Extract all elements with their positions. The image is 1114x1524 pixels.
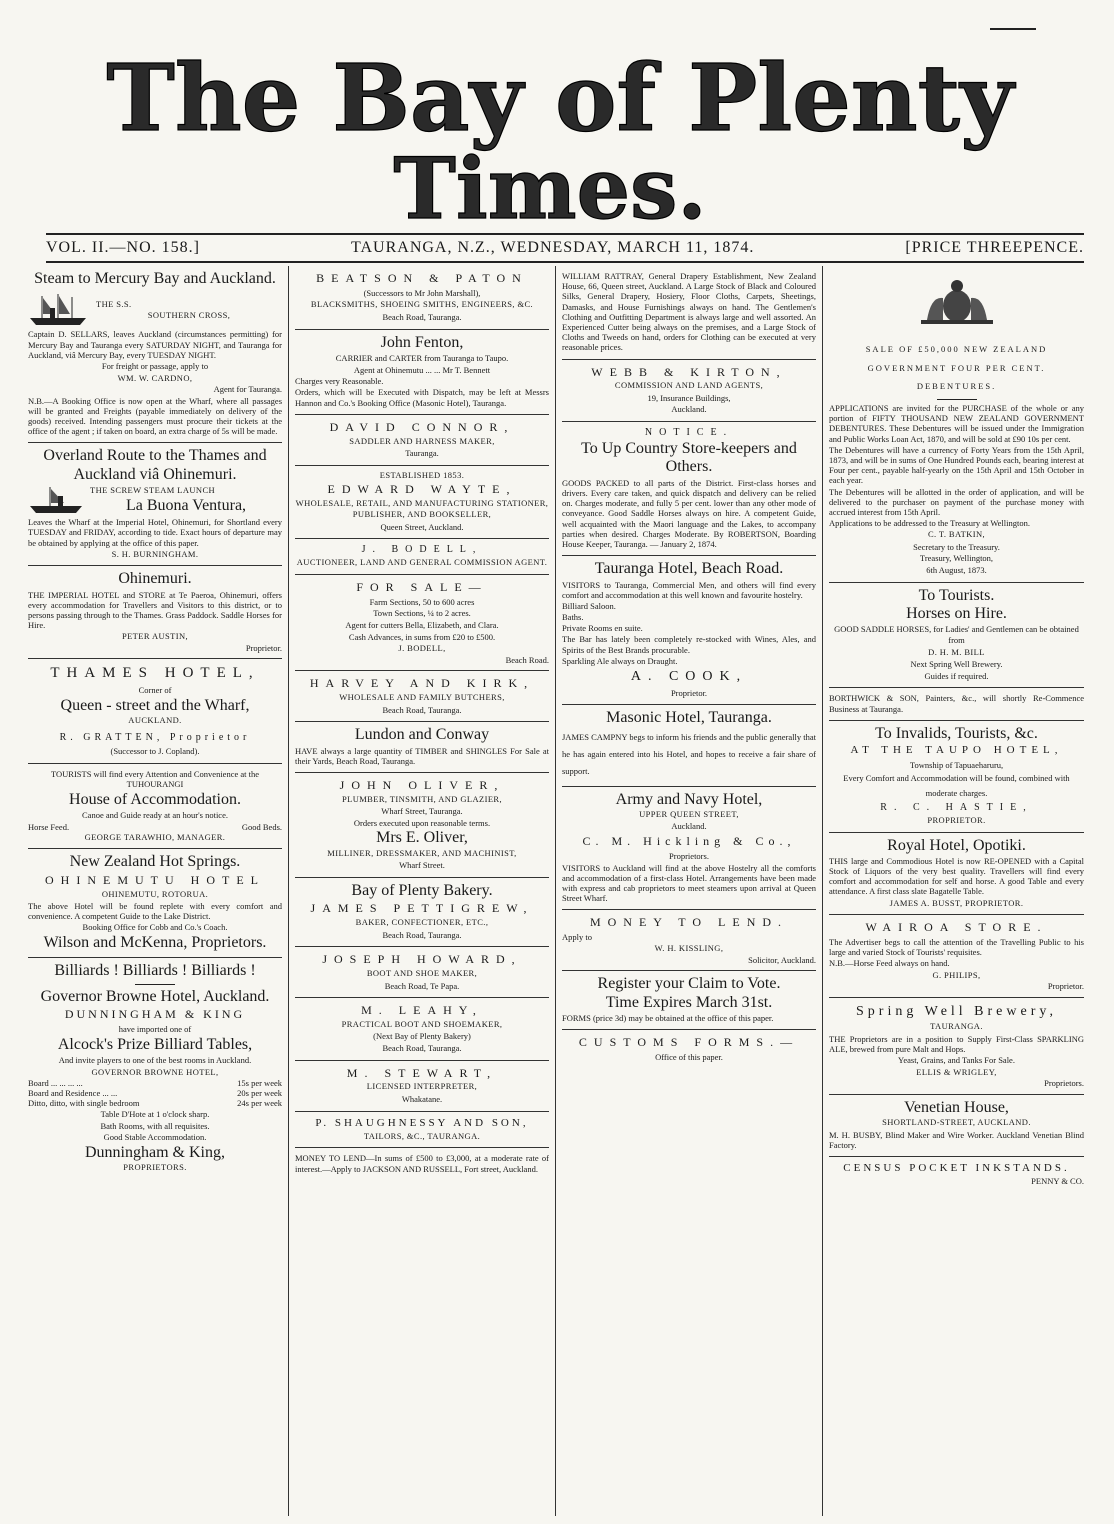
- ad-to-tourists: [829, 583, 1084, 689]
- booking-line: Booking Office for Cobb and Co.'s Coach.: [82, 922, 228, 933]
- ad-title: Lundon and Conway: [354, 726, 490, 744]
- ad-masonic-hotel: [562, 705, 816, 786]
- ad-title: Bay of Plenty Bakery.: [351, 881, 493, 899]
- corner-text: Corner of: [138, 685, 172, 696]
- ad-john-fenton: [295, 330, 549, 415]
- ad-body: TOURISTS will find every Attention and Convenience at the TUHOURANGI: [50, 768, 260, 790]
- signature: J. BODELL,: [398, 643, 446, 654]
- price: [PRICE THREEPENCE.: [905, 239, 1084, 256]
- signature: R. C. HASTIE,: [880, 802, 1033, 814]
- ad-taupo-hotel: [829, 721, 1084, 833]
- ad-title: New Zealand Hot Springs.: [69, 853, 241, 871]
- signature: PETER AUSTIN,: [121, 631, 189, 642]
- ad-webb-kirton: [562, 360, 816, 423]
- city-line: Auckland.: [671, 404, 707, 415]
- hotel-name: OHINEMUTU HOTEL: [45, 872, 265, 887]
- ad-spring-well: [829, 998, 1084, 1095]
- ad-title: Tauranga Hotel, Beach Road.: [594, 560, 784, 578]
- place-date: TAURANGA, N.Z., WEDNESDAY, MARCH 11, 1874.: [350, 239, 755, 256]
- charges-line: Charges very Reasonable.: [295, 376, 384, 387]
- steamship-icon: [28, 292, 90, 328]
- ad-census-inkstands: [829, 1157, 1084, 1192]
- stable-line: Good Stable Accommodation.: [103, 1132, 207, 1143]
- signature-role: PROPRIETORS.: [123, 1162, 187, 1173]
- ad-body: VISITORS to Tauranga, Commercial Men, and others will find every comfort and accommodation at this well known and favourite hostelry.: [562, 579, 816, 600]
- ad-title: P. SHAUGHNESSY AND SON,: [315, 1116, 529, 1129]
- amenity-line: Billiard Saloon.: [562, 600, 616, 611]
- town-line: Township of Tapuaeharuru,: [909, 759, 1004, 770]
- proprietor-role: Proprietors.: [669, 850, 709, 861]
- ad-body: Leaves the Wharf at the Imperial Hotel, Ohinemuri, for Shortland every TUESDAY and FRIDAY, according to tide. Exact hours of departure may be obtained by applying at the office of this paper.: [28, 517, 282, 548]
- ad-title: JOHN OLIVER,: [339, 777, 505, 792]
- signature-role: Proprietor.: [245, 642, 282, 653]
- sale-heading: SALE OF £50,000 NEW ZEALAND GOVERNMENT FOUR PER CENT. DEBENTURES.: [865, 344, 1048, 392]
- ad-title: Spring Well Brewery,: [856, 1003, 1057, 1019]
- firm-name: DUNNINGHAM & KING: [64, 1007, 246, 1022]
- address-line: SHORTLAND-STREET, AUCKLAND.: [882, 1117, 1031, 1128]
- signature: C. T. BATKIN,: [927, 529, 986, 540]
- ad-title: M. STEWART,: [346, 1065, 498, 1080]
- guides-line: Guides if required.: [924, 670, 989, 681]
- date-line: 6th August, 1873.: [926, 565, 987, 576]
- good-beds: Good Beds.: [241, 821, 282, 832]
- amenity-line: Baths.: [562, 612, 584, 623]
- signature: GEORGE TARAWHIO, MANAGER.: [84, 831, 226, 842]
- ad-for-sale: [295, 575, 549, 671]
- signature: G. PHILIPS,: [932, 969, 981, 980]
- baker-name: JAMES PETTIGREW,: [310, 901, 534, 916]
- ad-tuhourangi: [28, 764, 282, 850]
- address-line: Whakatane.: [401, 1093, 443, 1104]
- ad-subtitle: Horses on Hire.: [906, 605, 1007, 623]
- ad-title: To Tourists.: [918, 586, 995, 604]
- address-line: Next Spring Well Brewery.: [910, 659, 1003, 670]
- ad-ohinemuri: [28, 566, 282, 659]
- ad-title: MONEY TO LEND.: [589, 915, 789, 930]
- trade-line: WHOLESALE, RETAIL, AND MANUFACTURING STATIONER, PUBLISHER, AND BOOKSELLER,: [295, 497, 549, 520]
- time-line: Time Expires March 31st.: [605, 993, 773, 1011]
- ad-body: MONEY TO LEND—In sums of £500 to £3,000, at a moderate rate of interest.—Apply to JACKSON AND RUSSELL, Fort street, Auckland.: [295, 1153, 549, 1174]
- ad-body: THE Proprietors are in a position to Supply First-Class SPARKLING ALE, brewed from pure Malt and Hops.: [829, 1033, 1084, 1054]
- ad-body: WILLIAM RATTRAY, General Drapery Establishment, New Zealand House, 66, Queen street, Auckland. A Large Stock of Black and Coloured Silks, General Drapery, Hosiery, Floor Cloths, Carpets, Sheetings, Damasks, and House Furnishings always on hand. The Gentlemen's Clothing and Outfitting Department is always large and well assorted. An Experienced Cutter being always on the premises, and a Large Stock of Cloths and Tweeds on hand, orders for Clothing can be executed at very reasonable prices.: [562, 271, 816, 353]
- city-line: Auckland.: [671, 821, 707, 832]
- trade-line-2: MILLINER, DRESSMAKER, AND MACHINIST,: [327, 847, 517, 858]
- ad-title: J. BODELL,: [361, 544, 483, 556]
- ad-john-oliver: [295, 773, 549, 878]
- ad-body: CARRIER and CARTER from Tauranga to Taupo.: [335, 352, 509, 363]
- hotel-name: GOVERNOR BROWNE HOTEL,: [91, 1066, 219, 1077]
- column-2: [289, 266, 556, 1516]
- ad-title: DAVID CONNOR,: [329, 419, 515, 434]
- ad-southern-cross: [28, 266, 282, 443]
- ad-body: The Debentures will have a currency of Forty Years from the 15th April, 1873, and will be in sums of One Hundred Pounds each, bearing interest at Four per cent., payable half-yearly on the 15th April and 15th October in each year.: [829, 444, 1084, 486]
- ad-lundon-conway: [295, 722, 549, 773]
- street-text: Queen - street and the Wharf,: [60, 697, 250, 715]
- hotel-name: AT THE TAUPO HOTEL,: [850, 744, 1063, 757]
- ad-title-2: Mrs E. Oliver,: [376, 829, 468, 847]
- proprietor-line: R. GRATTEN, Proprietor: [59, 731, 251, 743]
- agent-line: Agent for cutters Bella, Elizabeth, and Clara.: [345, 619, 499, 630]
- hotel-place: OHINEMUTU, ROTORUA.: [101, 888, 209, 899]
- ad-body: Every Comfort and Accommodation will be found, combined with moderate charges.: [843, 773, 1070, 798]
- ale-line: Sparkling Ale always on Draught.: [562, 655, 678, 666]
- ad-kissling: [562, 910, 816, 971]
- ad-army-navy-hotel: [562, 787, 816, 911]
- signature-role: PROPRIETOR.: [927, 815, 986, 826]
- ship-name: SOUTHERN CROSS,: [147, 310, 231, 321]
- signature-addr: Beach Road.: [505, 654, 549, 665]
- ad-body: APPLICATIONS are invited for the PURCHASE of the whole or any portion of FIFTY THOUSAND NEW ZEALAND GOVERNMENT DEBENTURES. These Debentures will be issued under the Immigration and Public Works Loan Act, 1870, and will be sold at £90 10s per cent.: [829, 403, 1084, 444]
- launch-name: La Buona Ventura,: [125, 496, 247, 514]
- signature-role: Secretary to the Treasury.: [913, 541, 1000, 552]
- bath-line: Bath Rooms, with all requisites.: [100, 1120, 210, 1131]
- canoe-line: Canoe and Guide ready at an hour's notice.: [82, 810, 228, 821]
- trade-line: BAKER, CONFECTIONER, ETC.,: [355, 917, 489, 928]
- address-line: Beach Road, Tauranga.: [382, 1043, 462, 1054]
- ad-body: BORTHWICK & SON, Painters, &c., will shortly Re-Commence Business at Tauranga.: [829, 693, 1084, 714]
- trade-line: BLACKSMITHS, SHOEING SMITHS, ENGINEERS, &C.: [310, 299, 534, 310]
- successor-line: (Successor to J. Copland).: [110, 745, 200, 756]
- ad-title: CUSTOMS FORMS.—: [578, 1035, 800, 1050]
- apply-line: Apply to: [562, 932, 592, 943]
- signature: Dunningham & King,: [85, 1143, 225, 1161]
- ad-body: Office of this paper.: [655, 1052, 723, 1063]
- ad-debentures: [829, 266, 1084, 583]
- ad-joseph-howard: [295, 947, 549, 998]
- ad-title: CENSUS POCKET INKSTANDS.: [843, 1161, 1070, 1174]
- royal-arms-icon: [907, 276, 1007, 326]
- ad-body: GOOD SADDLE HORSES, for Ladies' and Gentlemen can be obtained from: [834, 624, 1079, 646]
- ad-body: The Debentures will be allotted in the order of application, and will be delivered to the purchaser on payment of the purchase money with accrued interest from 15th April.: [829, 486, 1084, 517]
- ad-beatson-paton: [295, 266, 549, 330]
- ad-venetian-house: [829, 1095, 1084, 1157]
- signature-role: Proprietor.: [670, 687, 708, 698]
- address-line: Queen Street, Auckland.: [380, 521, 464, 532]
- rate-row: Board and Residence ... ... 20s per week: [28, 1088, 282, 1099]
- ad-body: GOODS PACKED to all parts of the District. First-class horses and drivers. Every care taken, and quick dispatch and delivery can be relied on. Charges moderate, and fully 5 per cent. lower than any other mode of conveyance. Good Saddle Horses always on hire. A competent Guide, well acquainted with the Maori language and the Lakes, to accompany parties when desired. Charges Moderate. By ROBERTSON, Boarding House Keeper, Tauranga. — January 2, 1874.: [562, 477, 816, 549]
- columns: [22, 266, 1090, 1516]
- masthead-line2: Times.: [393, 139, 707, 232]
- signature: S. H. BURNINGHAM.: [111, 548, 199, 559]
- agent-line: Agent at Ohinemutu ... ... Mr T. Bennett: [353, 364, 491, 375]
- address-line: Beach Road, Te Papa.: [384, 980, 460, 991]
- ad-notice: [562, 422, 816, 556]
- signature-role: Proprietor.: [1047, 980, 1084, 991]
- address-line: Tauranga.: [405, 447, 439, 458]
- ad-body: HAVE always a large quantity of TIMBER and SHINGLES For Sale at their Yards, Beach Road, Tauranga.: [295, 745, 549, 766]
- notice-label: NOTICE.: [644, 427, 734, 439]
- cash-line: Cash Advances, in sums from £20 to £500.: [348, 631, 496, 642]
- ad-rattray: [562, 266, 816, 360]
- horse-feed: Horse Feed.: [28, 821, 70, 832]
- ad-title: Venetian House,: [904, 1098, 1009, 1116]
- ad-title: Army and Navy Hotel,: [615, 790, 763, 808]
- signature-role: Proprietors.: [1044, 1078, 1084, 1089]
- place-line: TAURANGA.: [930, 1021, 983, 1032]
- trade-line: AUCTIONEER, LAND AND GENERAL COMMISSION AGENT.: [296, 557, 548, 568]
- ad-title: To Invalids, Tourists, &c.: [875, 724, 1038, 742]
- ad-body: Captain D. SELLARS, leaves Auckland (circumstances permitting) for Mercury Bay and Tauranga every SATURDAY NIGHT, and Tauranga for Auckland, viâ Mercury Bay, every TUESDAY NIGHT.: [28, 329, 282, 360]
- ad-title: Overland Route to the Thames and Auckland viâ Ohinemuri.: [43, 447, 267, 483]
- ad-borthwick: [829, 688, 1084, 720]
- address-line: Beach Road, Tauranga.: [382, 929, 462, 940]
- proprietors-line: Wilson and McKenna, Proprietors.: [43, 933, 267, 951]
- ad-title: Royal Hotel, Opotiki.: [887, 836, 1026, 854]
- billiards-line: Billiards ! Billiards ! Billiards !: [54, 962, 256, 980]
- ad-m-leahy: [295, 998, 549, 1061]
- invite-line: And invite players to one of the best rooms in Auckland.: [58, 1054, 252, 1065]
- signature: JAMES A. BUSST, PROPRIETOR.: [889, 897, 1024, 908]
- trade-line: TAILORS, &C., TAURANGA.: [363, 1130, 481, 1141]
- trade-line: PLUMBER, TINSMITH, AND GLAZIER,: [341, 793, 503, 804]
- proprietor-name: C. M. Hickling & Co.,: [582, 834, 796, 849]
- orders-line: Orders executed upon reasonable terms.: [353, 817, 491, 828]
- ad-title: HARVEY AND KIRK,: [309, 676, 535, 691]
- table-dhote: Table D'Hote at 1 o'clock sharp.: [100, 1109, 210, 1120]
- signature: W. H. KISSLING,: [654, 943, 724, 954]
- ad-title: FOR SALE—: [356, 579, 488, 594]
- ad-david-connor: [295, 415, 549, 466]
- ad-j-bodell: [295, 539, 549, 574]
- ad-m-stewart: [295, 1061, 549, 1112]
- ad-body: VISITORS to Auckland will find at the above Hostelry all the comforts and accommodation of a first-class Hotel. Arrangements have been made with express and cab proprietors to meet steamers upon arrival at Queen Street Wharf.: [562, 862, 816, 904]
- address-line: 19, Insurance Buildings,: [647, 392, 731, 403]
- place-line: Treasury, Wellington,: [919, 553, 994, 564]
- bar-line: The Bar has lately been completely re-stocked with Wines, Ales, and Spirits of the Best Brands procurable.: [562, 634, 816, 655]
- ad-body: JAMES CAMPNY begs to inform his friends and the public generally that he has again entered into his Hotel, and hopes to receive a fair share of support.: [562, 731, 816, 776]
- ad-thames-hotel: [28, 659, 282, 763]
- ad-title: Steam to Mercury Bay and Auckland.: [34, 270, 276, 287]
- ad-title: BEATSON & PATON: [316, 271, 528, 285]
- ad-body: The above Hotel will be found replete with every comfort and convenience. A competent Guide to the Lake District.: [28, 900, 282, 922]
- ad-title: EDWARD WAYTE,: [327, 482, 517, 497]
- ad-title: M. LEAHY,: [361, 1003, 483, 1018]
- ad-body: M. H. BUSBY, Blind Maker and Wire Worker. Auckland Venetian Blind Factory.: [829, 1129, 1084, 1150]
- column-4: [823, 266, 1090, 1516]
- masthead-line1: The Bay of Plenty: [106, 44, 1014, 152]
- ad-title: Ohinemuri.: [118, 570, 192, 588]
- trade-line: SADDLER AND HARNESS MAKER,: [349, 435, 495, 446]
- address-line: UPPER QUEEN STREET,: [639, 809, 739, 819]
- farm-line: Farm Sections, 50 to 600 acres: [369, 596, 475, 607]
- steam-launch-icon: [28, 484, 84, 516]
- ad-royal-hotel: [829, 833, 1084, 916]
- address-line: Beach Road, Tauranga.: [382, 311, 462, 322]
- ad-title: Masonic Hotel, Tauranga.: [606, 709, 772, 727]
- trade-line: COMMISSION AND LAND AGENTS,: [614, 380, 764, 391]
- ad-shaughnessy: [295, 1112, 549, 1149]
- ad-bakery: [295, 878, 549, 947]
- trade-line: PRACTICAL BOOT AND SHOEMAKER,: [341, 1018, 503, 1029]
- rate-row: Ditto, ditto, with single bedroom 24s per week: [28, 1098, 282, 1109]
- ad-money-to-lend: [295, 1148, 549, 1179]
- ad-body: The Advertiser begs to call the attention of the Travelling Public to his large and varied Stock of Tourists' requisites.: [829, 936, 1084, 958]
- ad-title: To Up Country Store-keepers and Others.: [581, 440, 797, 476]
- ad-harvey-kirk: [295, 671, 549, 722]
- launch-label: THE SCREW STEAM LAUNCH: [90, 485, 216, 496]
- ad-body: THIS large and Commodious Hotel is now RE-OPENED with a Capital Stock of Liquors of the very best quality. Travellers will find every comfort and accommodation for self and horse. A good Table and every attendance. A first class slate Bagatelle Table.: [829, 855, 1084, 897]
- signature: A. COOK,: [630, 669, 748, 684]
- house-title: House of Accommodation.: [69, 790, 241, 808]
- volume-number: VOL. II.—NO. 158.]: [46, 239, 200, 256]
- signature: ELLIS & WRIGLEY,: [916, 1066, 997, 1077]
- ad-body: FORMS (price 3d) may be obtained at the office of this paper.: [562, 1013, 774, 1024]
- ad-la-buona-ventura: [28, 443, 282, 566]
- next-line: (Next Bay of Plenty Bakery): [373, 1031, 471, 1042]
- signature: D. H. M. BILL: [928, 646, 985, 657]
- agent-role: Agent for Tauranga.: [213, 384, 282, 395]
- address-line: Wharf Street, Tauranga.: [381, 806, 463, 817]
- yeast-line: Yeast, Grains, and Tanks For Sale.: [898, 1055, 1015, 1066]
- signature-role: Solicitor, Auckland.: [748, 954, 816, 965]
- tables-line: Alcock's Prize Billiard Tables,: [57, 1035, 253, 1053]
- ad-customs-forms: [562, 1030, 816, 1068]
- ad-body: THE IMPERIAL HOTEL and STORE at Te Paeroa, Ohinemuri, offers every accommodation for Travellers and Visitors to this district, or to persons passing through to the Thames. Grass Paddock. Saddle Horses for Hire.: [28, 589, 282, 631]
- trade-line: LICENSED INTERPRETER,: [366, 1081, 478, 1092]
- ss-label: THE S.S.: [96, 298, 132, 309]
- have-line: have imported one of: [118, 1023, 192, 1034]
- ad-title: Register your Claim to Vote.: [597, 975, 781, 993]
- signature: PENNY & CO.: [1031, 1176, 1084, 1187]
- rate-row: Board ... ... ... ... 15s per week: [28, 1078, 282, 1089]
- dateline: [46, 233, 1084, 263]
- ad-title: THAMES HOTEL,: [50, 665, 260, 682]
- address-line-2: Wharf Street.: [399, 860, 445, 871]
- agent-name: WM. W. CARDNO,: [117, 372, 193, 383]
- trade-line: BOOT AND SHOE MAKER,: [366, 968, 478, 979]
- established-line: ESTABLISHED 1853.: [379, 469, 465, 480]
- ad-ohinemutu-hotel: [28, 849, 282, 958]
- ad-tauranga-hotel: [562, 556, 816, 705]
- orders-line: Orders, which will be Executed with Dispatch, may be left at Messrs Hannon and Co.'s Booking Office (Masonic Hotel), Tauranga.: [295, 387, 549, 408]
- ad-governor-browne: [28, 958, 282, 1178]
- ad-title: Governor Browne Hotel, Auckland.: [40, 987, 270, 1005]
- corner-mark: [990, 28, 1036, 30]
- city-text: AUCKLAND.: [128, 715, 182, 726]
- successor-line: (Successors to Mr John Marshall),: [363, 287, 481, 298]
- apply-text: For freight or passage, apply to: [101, 360, 209, 371]
- trade-line: WHOLESALE AND FAMILY BUTCHERS,: [339, 692, 505, 703]
- ad-edward-wayte: [295, 466, 549, 540]
- ad-title: WEBB & KIRTON,: [591, 364, 787, 379]
- address-line: Beach Road, Tauranga.: [382, 704, 462, 715]
- booking-note: N.B.—A Booking Office is now open at the Wharf, where all passages will be granted and Freights (payable immediately on delivery of the goods) received. Intending passengers must procure their tickets at the office of the agent ; if taken on board, an extra charge of 5s will be made.: [28, 395, 282, 437]
- ad-register-vote: [562, 971, 816, 1030]
- masthead: [40, 0, 1080, 232]
- column-3: [556, 266, 823, 1516]
- ad-title: John Fenton,: [380, 333, 464, 351]
- masthead-title: [40, 0, 1080, 232]
- ad-title: JOSEPH HOWARD,: [322, 952, 522, 967]
- amenity-line: Private Rooms en suite.: [562, 623, 643, 634]
- ad-title: WAIROA STORE.: [865, 920, 1048, 935]
- ad-body: Applications to be addressed to the Treasury at Wellington.: [829, 518, 1031, 529]
- nb-line: N.B.—Horse Feed always on hand.: [829, 958, 950, 969]
- ad-wairoa-store: [829, 915, 1084, 997]
- town-line: Town Sections, ¼ to 2 acres.: [373, 608, 471, 619]
- column-1: [22, 266, 289, 1516]
